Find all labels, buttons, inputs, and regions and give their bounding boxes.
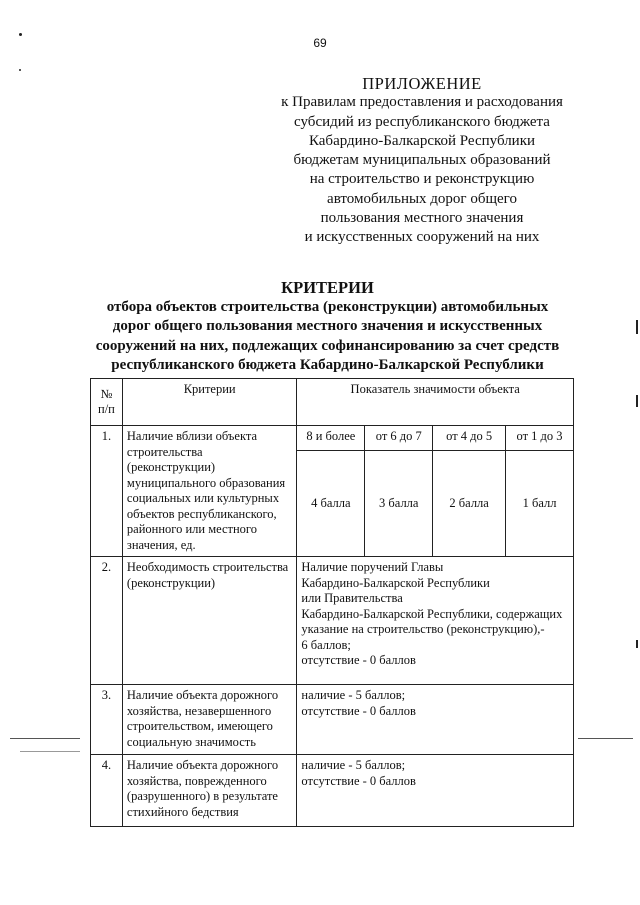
indicator-line: Кабардино-Балкарской Республики, содержащих [301,606,563,621]
title-line: сооружений на них, подлежащих софинансированию за счет средств [95,337,560,354]
criteria-table [90,378,574,827]
appendix-line: и искусственных сооружений на них [304,229,540,246]
title-line: дорог общего пользования местного значения и искусственных [112,318,543,334]
scan-artifact-line [578,738,633,739]
row-number: 1. [91,426,123,557]
row-criterion: Наличие объекта дорожного хозяйства, незавершенного строительством, имеющего социальную значимость [122,685,296,755]
document-title [60,278,595,376]
appendix-heading: ПРИЛОЖЕНИЕ [362,74,482,93]
range-cell: от 1 до 3 [506,426,574,451]
indicator-line: указание на строительство (реконструкцию),- [301,622,545,636]
score-cell: 4 балла [297,451,365,557]
range-cell: от 4 до 5 [433,426,506,451]
indicator-line: 6 баллов; [301,637,351,652]
row-criterion: Наличие объекта дорожного хозяйства, поврежденного (разрушенного) в результате стихийного бедствия [122,755,296,827]
indicator-line: Наличие поручений Главы [301,560,444,574]
appendix-line: пользования местного значения [320,210,524,227]
score-cell: 3 балла [365,451,433,557]
range-cell: от 6 до 7 [365,426,433,451]
row-criterion: Необходимость строительства (реконструкции) [122,557,296,685]
appendix-block [262,74,582,248]
indicator-line: отсутствие - 0 баллов [301,653,416,667]
row-number: 3. [91,685,123,755]
table-row [91,426,574,451]
page-number: 69 [313,36,327,50]
row-indicator [297,557,574,685]
score-cell: 1 балл [506,451,574,557]
appendix-line: Кабардино-Балкарской Республики [308,132,536,149]
table-row [91,557,574,685]
row-indicator [297,685,574,755]
scan-artifact-line [20,751,80,752]
scan-edge-mark [636,395,638,407]
row-number: 4. [91,755,123,827]
indicator-line: наличие - 5 баллов; [301,688,406,702]
appendix-line: бюджетам муниципальных образований [293,152,551,169]
scan-edge-mark [636,320,638,334]
title-line: отбора объектов строительства (реконструкции) автомобильных [106,298,549,315]
header-indicator: Показатель значимости объекта [297,379,574,426]
row-criterion: Наличие вблизи объекта строительства (реконструкции) муниципального образования социальных или культурных объектов республиканского, районного или местного значения, ед. [122,426,296,557]
title-heading: КРИТЕРИИ [281,278,374,297]
scan-dot-top [19,33,22,36]
scan-artifact-line [10,738,80,739]
title-line: республиканского бюджета Кабардино-Балкарской Республики [111,357,544,373]
appendix-line: к Правилам предоставления и расходования [281,94,563,111]
indicator-line: или Правительства [301,591,403,605]
appendix-line: субсидий из республиканского бюджета [294,113,550,130]
row-number: 2. [91,557,123,685]
appendix-line: автомобильных дорог общего [327,190,517,207]
scan-dot-middle [19,69,21,71]
header-number: № п/п [91,379,123,426]
table-row [91,685,574,755]
row-indicator [297,755,574,827]
table-row [91,755,574,827]
indicator-line: наличие - 5 баллов; [301,758,406,772]
table-header-row [91,379,574,426]
indicator-line: отсутствие - 0 баллов [301,773,416,788]
header-criteria: Критерии [122,379,296,426]
appendix-line: на строительство и реконструкцию [309,171,535,188]
score-cell: 2 балла [433,451,506,557]
indicator-line: Кабардино-Балкарской Республики [301,575,490,590]
range-cell: 8 и более [297,426,365,451]
scan-edge-mark [636,640,638,648]
indicator-line: отсутствие - 0 баллов [301,703,416,718]
